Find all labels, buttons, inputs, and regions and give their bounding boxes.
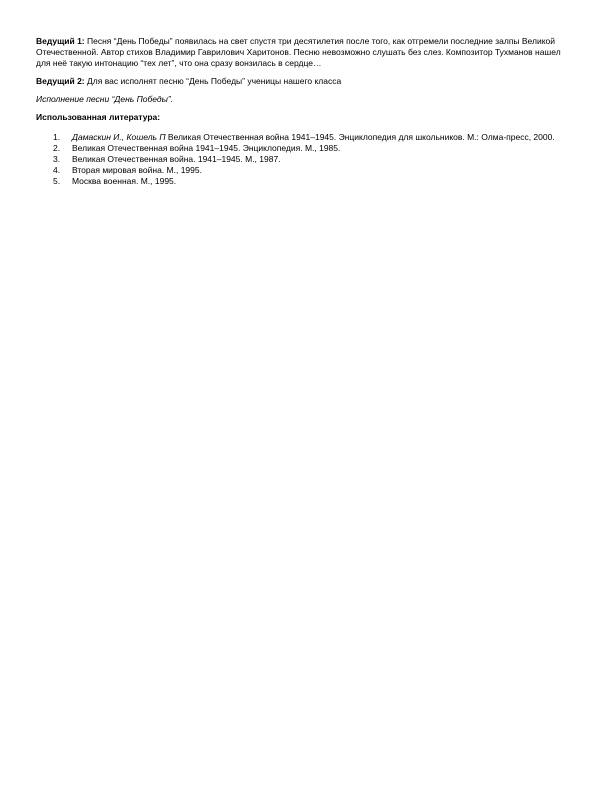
reference-number: 4. — [53, 165, 61, 175]
reference-item — [36, 143, 576, 154]
host-2-speaker: Ведущий 2: — [36, 76, 85, 86]
reference-text: Москва военная. М., 1995. — [72, 176, 177, 186]
reference-number: 1. — [53, 132, 61, 142]
host-1-paragraph — [36, 36, 576, 69]
references-heading: Использованная литература: — [36, 112, 161, 122]
reference-text: Великая Отечественная война 1941–1945. Энциклопедия. М., 1985. — [72, 143, 341, 153]
reference-number: 5. — [53, 176, 61, 186]
reference-number: 2. — [53, 143, 61, 153]
host-1-speaker: Ведущий 1: — [36, 36, 85, 46]
reference-number: 3. — [53, 154, 61, 164]
reference-text: Великая Отечественная война 1941–1945. Энциклопедия для школьников. М.: Олма-пресс, 2000. — [167, 132, 555, 142]
host-2-paragraph — [36, 76, 576, 87]
reference-item — [36, 154, 576, 165]
reference-authors: Дамаскин И., Кошель П — [72, 132, 166, 142]
references-list — [36, 132, 576, 187]
performance-note: Исполнение песни “День Победы”. — [36, 94, 174, 104]
host-2-text: Для вас исполнят песню “День Победы” ученицы нашего класса — [87, 76, 342, 86]
host-1-text: Песня “День Победы” появилась на свет спустя три десятилетия после того, как отгремели последние залпы Великой Отечественной. Автор стихов Владимир Гаврилович Харитонов. Песню невозможно слушать без слез. Композитор Тухманов нашел для неё такую интонацию “тех лет”, что она сразу вонзилась в сердце… — [36, 36, 561, 68]
reference-item — [36, 132, 576, 143]
reference-text: Великая Отечественная война. 1941–1945. М., 1987. — [72, 154, 281, 164]
reference-item — [36, 176, 576, 187]
reference-item — [36, 165, 576, 176]
reference-text: Вторая мировая война. М., 1995. — [72, 165, 202, 175]
document-page — [36, 36, 576, 187]
